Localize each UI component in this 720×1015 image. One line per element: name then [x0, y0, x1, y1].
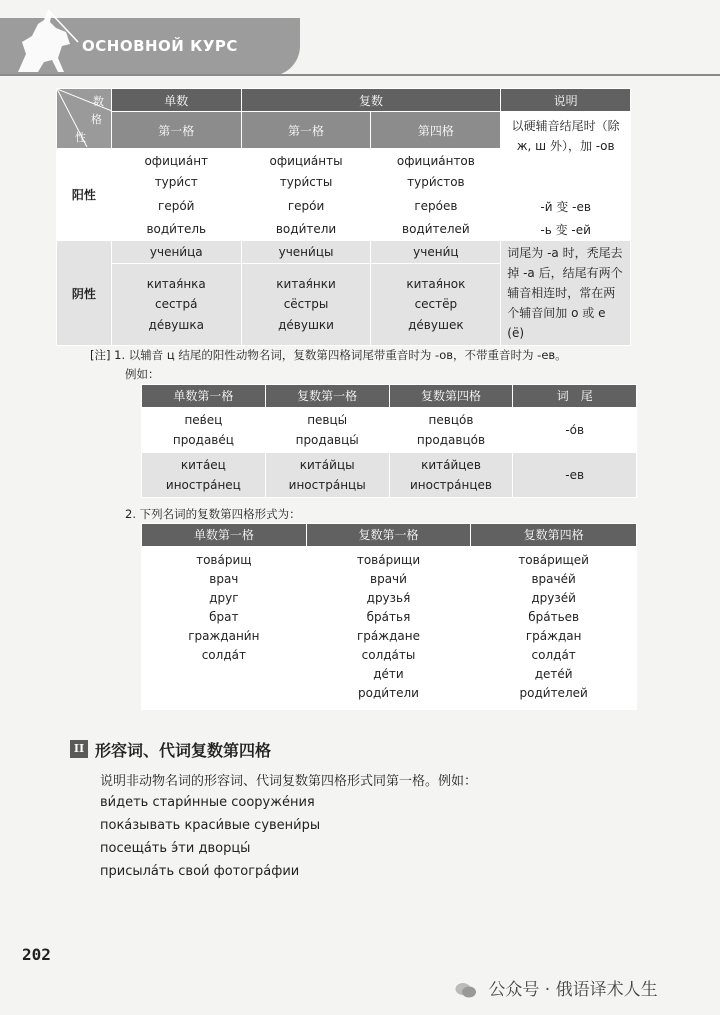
fem-r1-sg: учени́ца: [111, 241, 241, 264]
header-plural: 复数: [241, 89, 501, 112]
fem-note: 词尾为 -а 时，秃尾去掉 -а 后，结尾有两个辅音相连时，常在两个辅音间加 о 或 е (ё): [501, 241, 631, 346]
fem-pl4-cell: [371, 264, 501, 346]
masc-pl1-cell: [241, 149, 371, 195]
masc-sg-1: официа́нт: [144, 154, 209, 168]
course-title: ОСНОВНОЙ КУРС: [82, 37, 238, 55]
section-mark: II: [70, 740, 88, 758]
fem-sg-cell: [111, 264, 241, 346]
noun-declension-table: [56, 88, 631, 346]
wechat-icon: [455, 981, 477, 999]
diag-bottom-label: 性: [75, 131, 86, 144]
fem-r2-pl1: китая́нки: [276, 276, 336, 291]
gender-feminine: 阴性: [57, 241, 112, 346]
t2-r1-d: -о́в: [513, 408, 637, 453]
example-line-2: пока́зывать краси́вые сувени́ры: [100, 818, 321, 833]
ts-nouns-table: [141, 384, 637, 498]
masc-sg-cell: [111, 149, 241, 195]
fem-r3-sg: сестра́: [154, 297, 198, 312]
t2-r1-c: певцо́в продавцо́в: [389, 408, 513, 453]
masc-note2: -й 变 -ев: [501, 195, 631, 218]
fem-r3-pl1: сёстры: [283, 297, 329, 312]
section-intro: 说明非动物名词的形容词、代词复数第四格形式同第一格。例如：: [100, 774, 478, 789]
section-title: 形容词、代词复数第四格: [95, 741, 272, 760]
masc-pl4-1: официа́нтов: [396, 154, 475, 168]
t2-r2-b: кита́йцы иностра́нцы: [265, 453, 389, 498]
page-number: 202: [22, 945, 51, 964]
watermark: [455, 975, 658, 1000]
masc-pl4-4: води́телей: [371, 218, 501, 241]
masc-note3: -ь 变 -ей: [501, 218, 631, 241]
t2-header-1: 单数第一格: [142, 385, 266, 408]
fem-r1-pl1: учени́цы: [241, 241, 371, 264]
masc-pl4-cell: [371, 149, 501, 195]
fem-r1-pl4: учени́ц: [371, 241, 501, 264]
masc-pl4-3: геро́ев: [371, 195, 501, 218]
example-line-3: посеща́ть э́ти дворцы́: [100, 841, 251, 856]
header-explain: 说明: [501, 89, 631, 112]
banner-divider: [0, 74, 720, 76]
fem-r2-pl4: китая́нок: [406, 276, 466, 291]
fem-r4-pl1: де́вушки: [278, 317, 334, 332]
note1-example: 例如：: [125, 367, 160, 381]
header-singular: 单数: [111, 89, 241, 112]
example-line-4: присыла́ть свои́ фотогра́фии: [100, 864, 300, 879]
subheader-pl-case4: 第四格: [371, 112, 501, 149]
t2-header-4: 词 尾: [513, 385, 637, 408]
t3-header-2: 复数第一格: [306, 524, 471, 547]
example-line-1: ви́деть стари́нные сооруже́ния: [100, 795, 315, 810]
note2: 2. 下列名词的复数第四格形式为：: [125, 507, 301, 521]
masc-note1: 以硬辅音结尾时（除 ж, ш 外），加 -ов: [501, 112, 631, 195]
fem-r4-pl4: де́вушек: [408, 317, 464, 332]
t3-col2: това́рищи врачи́ друзья́ бра́тья гра́ждане солда́ты де́ти роди́тели: [306, 547, 471, 710]
horse-rider-logo-icon: [8, 2, 80, 76]
t3-header-1: 单数第一格: [142, 524, 307, 547]
gender-masculine: 阳性: [57, 149, 112, 241]
fem-pl1-cell: [241, 264, 371, 346]
page-banner: [0, 0, 720, 74]
t3-col3: това́рищей враче́й друзе́й бра́тьев гра́ждан солда́т дете́й роди́телей: [471, 547, 637, 710]
note1-text: 1. 以辅音 ц 结尾的阳性动物名词，复数第四格词尾带重音时为 -ов，不带重音时为 -ев。: [114, 348, 567, 362]
masc-pl1-3: геро́и: [241, 195, 371, 218]
t2-r2-a: кита́ец иностра́нец: [142, 453, 266, 498]
masc-sg-2: тури́ст: [154, 174, 198, 189]
masc-pl1-2: тури́сты: [279, 174, 333, 189]
masc-sg-4: води́тель: [111, 218, 241, 241]
masc-sg-3: геро́й: [111, 195, 241, 218]
note1: [90, 347, 567, 363]
t2-r2-c: кита́йцев иностра́нцев: [389, 453, 513, 498]
t3-header-3: 复数第四格: [471, 524, 637, 547]
fem-r2-sg: китая́нка: [146, 276, 206, 291]
masc-pl1-1: официа́нты: [269, 154, 343, 168]
t2-header-3: 复数第四格: [389, 385, 513, 408]
note-prefix: [注]: [90, 348, 111, 362]
t2-r1-b: певцы́ продавцы́: [265, 408, 389, 453]
t2-r1-a: пев́ец продаве́ц: [142, 408, 266, 453]
fem-r3-pl4: сестёр: [414, 297, 458, 312]
watermark-text: 公众号 · 俄语译术人生: [488, 980, 658, 1000]
t2-header-2: 复数第一格: [265, 385, 389, 408]
masc-pl1-4: води́тели: [241, 218, 371, 241]
subheader-pl-case1: 第一格: [241, 112, 371, 149]
irregular-plural-table: [141, 523, 637, 710]
subheader-sg-case1: 第一格: [111, 112, 241, 149]
t2-r2-d: -ев: [513, 453, 637, 498]
diag-top-label: 数: [93, 95, 104, 108]
fem-r4-sg: де́вушка: [148, 317, 204, 332]
t3-col1: това́рищ врач друг брат граждани́н солда́т: [142, 547, 307, 710]
table-corner-diagonal: [57, 89, 112, 149]
masc-pl4-2: тури́стов: [407, 174, 465, 189]
diag-mid-label: 格: [91, 113, 102, 126]
